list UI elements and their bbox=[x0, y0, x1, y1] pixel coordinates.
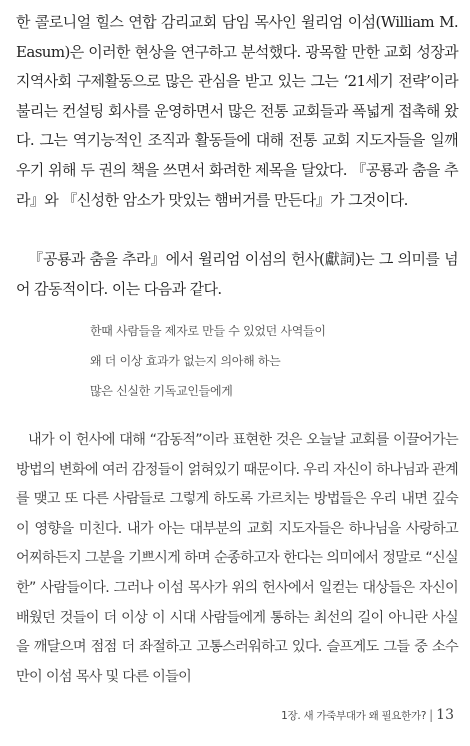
running-chapter-title: 1장. 새 가죽부대가 왜 필요한가? bbox=[281, 710, 427, 722]
dedication-quote bbox=[16, 316, 458, 412]
page-number: 13 bbox=[436, 707, 454, 723]
paragraph-dedication-intro: 『공룡과 춤을 추라』에서 윌리엄 이섬의 헌사(獻詞)는 그 의미를 넘어 감동적이다. 이는 다음과 같다. bbox=[16, 250, 458, 298]
dedication-line-1: 한때 사람들을 제자로 만들 수 있었던 사역들이 bbox=[90, 324, 326, 338]
page-footer bbox=[281, 704, 454, 723]
dedication-line-3: 많은 신실한 기독교인들에게 bbox=[90, 384, 233, 398]
dedication-line-2: 왜 더 이상 효과가 없는지 의아해 하는 bbox=[90, 354, 281, 368]
paragraph-intro: 한 콜로니얼 힐스 연합 감리교회 담임 목사인 윌리엄 이섬(William M. Easum)은 이러한 현상을 연구하고 분석했다. 광목할 만한 교회 성장과 지역사회 구제활동으로 많은 관심을 받고 있는 그는 ‘21세기 전략’이라 불리는 컨설팅 회사를 운영하면서 많은 전통 교회들과 폭넓게 접촉해 왔다. 그는 역기능적인 조직과 활동들에 대해 전통 교회 지도자들을 일깨우기 위해 두 권의 책을 쓰면서 화려한 제목을 달았다. 『공룡과 춤을 추라』와 『신성한 암소가 맛있는 햄버거를 만든다』가 그것이다. bbox=[16, 13, 458, 209]
footer-separator: | bbox=[429, 708, 434, 722]
book-page bbox=[16, 8, 458, 738]
paragraph-reflection: 내가 이 헌사에 대해 “감동적”이라 표현한 것은 오늘날 교회를 이끌어가는 방법의 변화에 여러 감정들이 얽혀있기 때문이다. 우리 자신이 하나님과 관계를 맺고 또 다른 사람들로 그렇게 하도록 가르치는 방법들은 우리 내면 깊숙이 영향을 미친다. 내가 아는 대부분의 교회 지도자들은 하나님을 사랑하고 어찌하든지 그분을 기쁘시게 하며 순종하고자 한다는 의미에서 정말로 “신실한” 사람들이다. 그러나 이섬 목사가 위의 헌사에서 일컫는 대상들은 자신이 배웠던 것들이 더 이상 이 시대 사람들에게 통하는 최선의 길이 아니란 사실을 깨달으며 점점 더 좌절하고 고통스러워하고 있다. 슬프게도 그들 중 소수만이 이섬 목사 및 다른 이들이 bbox=[16, 432, 458, 685]
